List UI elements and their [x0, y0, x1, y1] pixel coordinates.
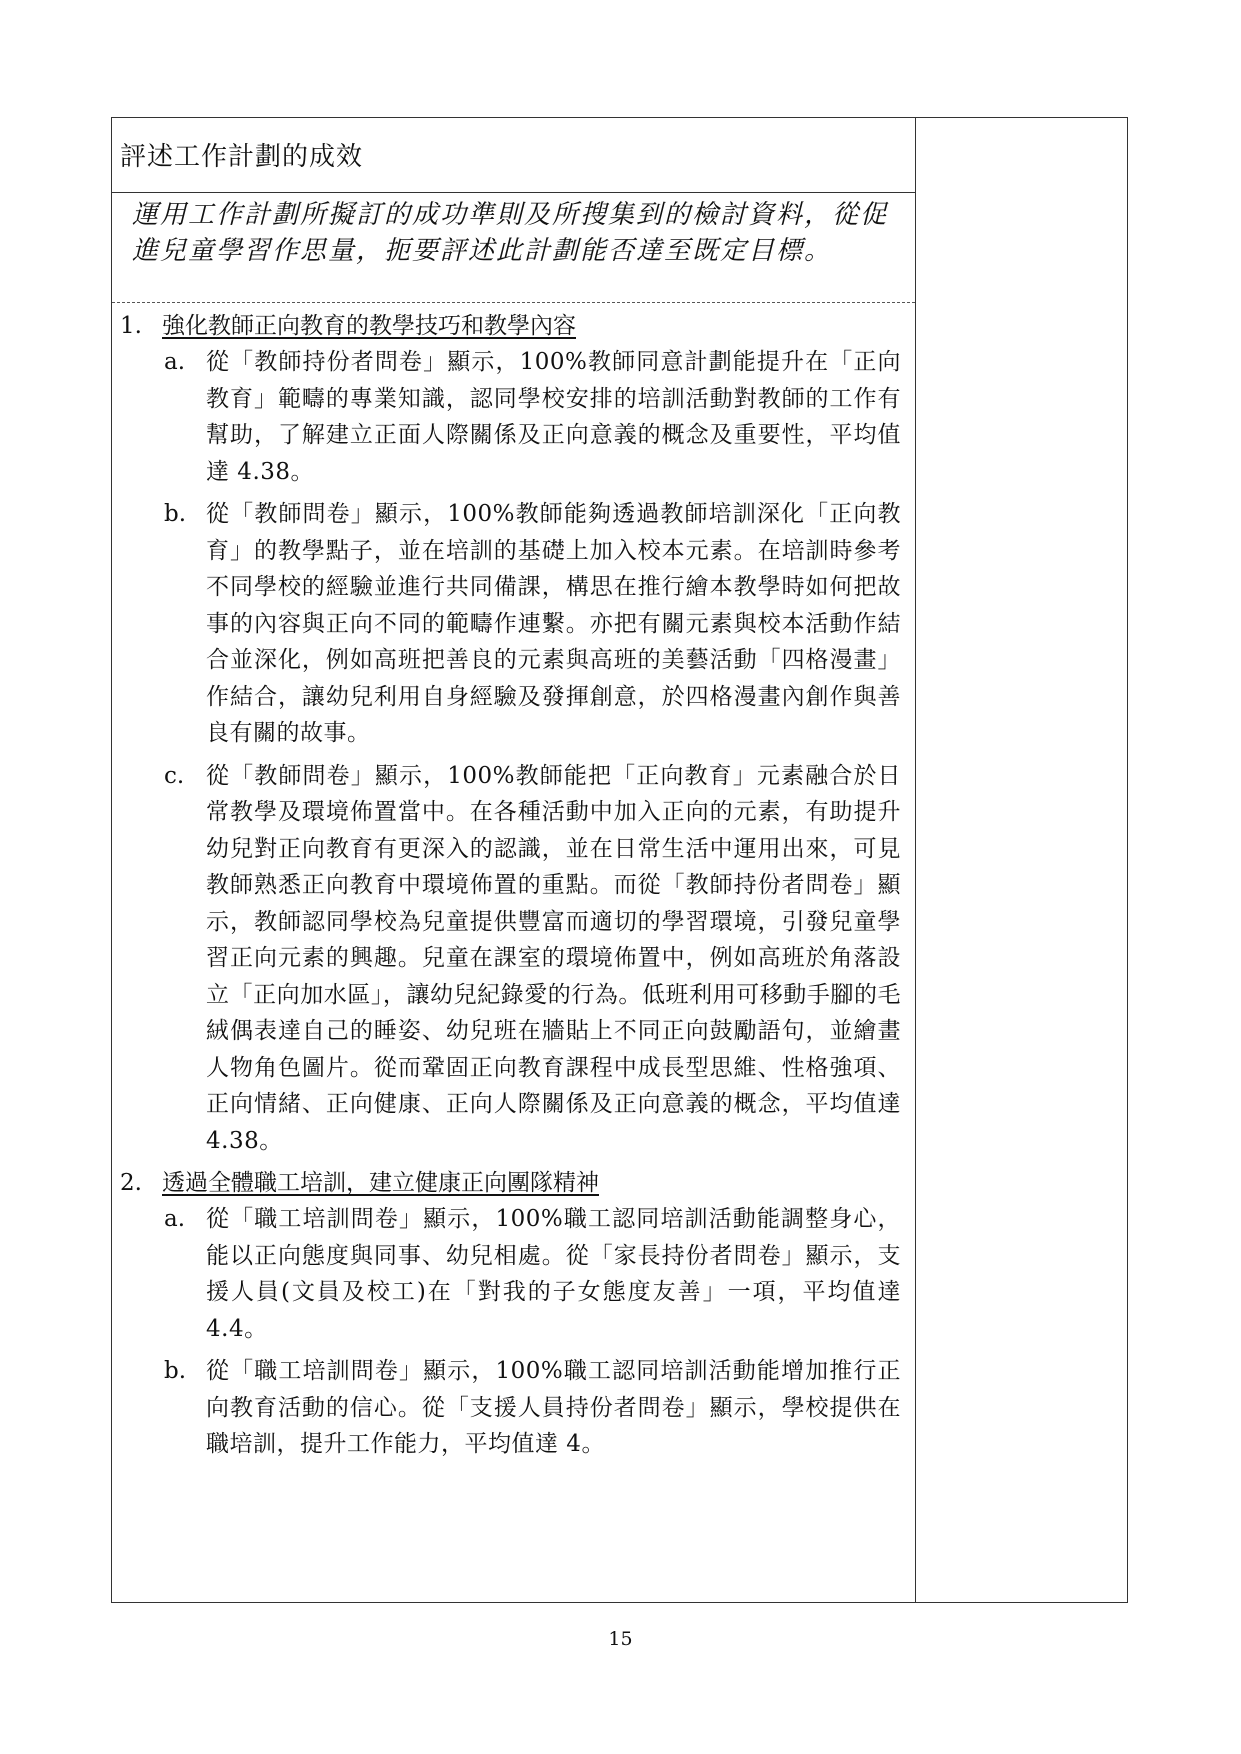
page-number: 15	[608, 1628, 633, 1650]
section-title: 透過全體職工培訓，建立健康正向團隊精神	[162, 1170, 599, 1196]
item-letter: a.	[164, 1206, 186, 1232]
item-text: 從「職工培訓問卷」顯示，100%職工認同培訓活動能調整身心，能以正向態度與同事、幼兒相處。從「家長持份者問卷」顯示，支援人員(文員及校工)在「對我的子女態度友善」一項，平均值達 4.4。	[206, 1206, 901, 1342]
section-header	[112, 308, 915, 344]
section-title: 強化教師正向教育的教學技巧和教學內容	[162, 313, 576, 339]
item-text: 從「職工培訓問卷」顯示，100%職工認同培訓活動能增加推行正向教育活動的信心。從「支援人員持份者問卷」顯示，學校提供在職培訓，提升工作能力，平均值達 4。	[206, 1358, 901, 1457]
instruction-text: 運用工作計劃所擬訂的成功準則及所搜集到的檢討資料，從促進兒童學習作思量，扼要評述此計劃能否達至既定目標。	[132, 200, 889, 266]
list-item	[112, 758, 915, 1160]
description-row	[112, 193, 915, 303]
section-heading: 評述工作計劃的成效	[120, 142, 364, 172]
section-number: 2.	[120, 1170, 142, 1196]
list-item	[112, 1201, 915, 1347]
list-item	[112, 1353, 915, 1463]
item-text: 從「教師持份者問卷」顯示，100%教師同意計劃能提升在「正向教育」範疇的專業知識，認同學校安排的培訓活動對教師的工作有幫助，了解建立正面人際關係及正向意義的概念及重要性，平均值達 4.38。	[206, 349, 901, 485]
column-divider	[915, 118, 916, 1602]
item-text: 從「教師問卷」顯示，100%教師能夠透過教師培訓深化「正向教育」的教學點子，並在培訓的基礎上加入校本元素。在培訓時參考不同學校的經驗並進行共同備課，構思在推行繪本教學時如何把故事的內容與正向不同的範疇作連繫。亦把有關元素與校本活動作結合並深化，例如高班把善良的元素與高班的美藝活動「四格漫畫」作結合，讓幼兒利用自身經驗及發揮創意，於四格漫畫內創作與善良有關的故事。	[206, 501, 901, 746]
evaluation-content	[112, 308, 915, 1469]
item-letter: c.	[164, 762, 185, 789]
section-2	[112, 1165, 915, 1463]
item-letter: b.	[164, 501, 187, 527]
title-row	[112, 118, 915, 193]
item-letter: a.	[164, 349, 186, 375]
item-letter: b.	[164, 1358, 187, 1384]
section-number: 1.	[120, 313, 142, 339]
section-header	[112, 1165, 915, 1201]
section-1	[112, 308, 915, 1159]
evaluation-table	[111, 117, 1128, 1603]
list-item	[112, 496, 915, 752]
item-text: 從「教師問卷」顯示，100%教師能把「正向教育」元素融合於日常教學及環境佈置當中。在各種活動中加入正向的元素，有助提升幼兒對正向教育有更深入的認識，並在日常生活中運用出來，可見教師熟悉正向教育中環境佈置的重點。而從「教師持份者問卷」顯示，教師認同學校為兒童提供豐富而適切的學習環境，引發兒童學習正向元素的興趣。兒童在課室的環境佈置中，例如高班於角落設立「正向加水區」，讓幼兒紀錄愛的行為。低班利用可移動手腳的毛絨偶表達自己的睡姿、幼兒班在牆貼上不同正向鼓勵語句，並繪畫人物角色圖片。從而鞏固正向教育課程中成長型思維、性格強項、正向情緒、正向健康、正向人際關係及正向意義的概念，平均值達 4.38。	[206, 762, 901, 1154]
list-item	[112, 344, 915, 490]
